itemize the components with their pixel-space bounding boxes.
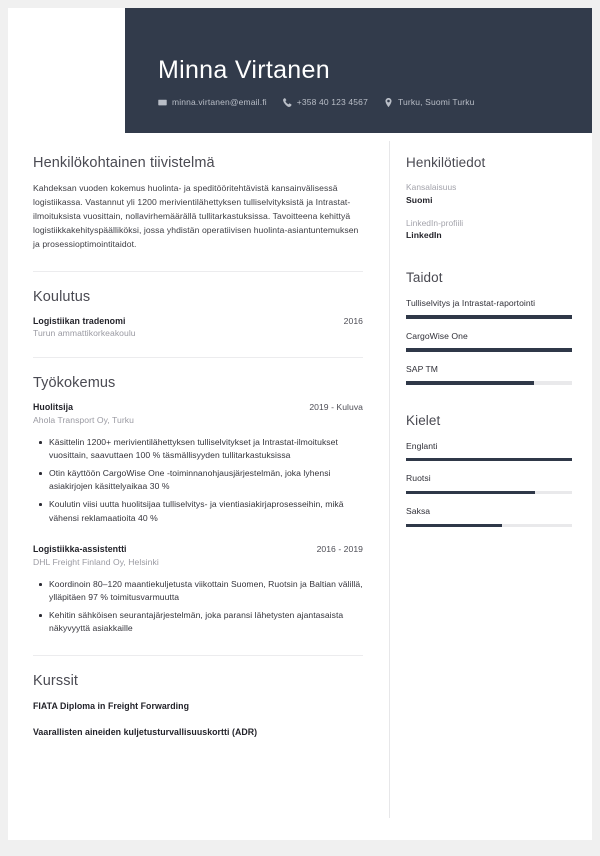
skill-bar-track (406, 315, 572, 318)
experience-job-title: Huolitsija (33, 402, 74, 413)
experience-company: Ahola Transport Oy, Turku (33, 414, 134, 425)
education-date: 2016 (343, 315, 363, 326)
section-courses (33, 673, 363, 739)
list-item: Käsittelin 1200+ merivientilähettyksen tulliselvitykset ja Intrastat-ilmoitukset vuosittain, saavuttaen 100 % täsmällisyyden tullitarkastuksissa (49, 436, 363, 463)
language-label: Saksa (406, 506, 431, 517)
language-bar-track (406, 524, 572, 527)
contact-row (158, 97, 592, 107)
experience-job-title: Logistiikka-assistentti (33, 544, 127, 555)
contact-phone[interactable] (283, 97, 368, 107)
list-item: Koulutin viisi uutta huolitsijaa tulliselvitys- ja vientiasiakirjaprosesseihin, mikä vähensi reklamaatioita 40 % (49, 498, 363, 525)
language-label: Englanti (406, 440, 438, 451)
skill-item (406, 297, 572, 319)
language-item (406, 440, 572, 462)
contact-phone-text: +358 40 123 4567 (296, 97, 368, 107)
language-label: Ruotsi (406, 473, 431, 484)
personal-info-label: LinkedIn-profiili (406, 217, 464, 228)
linkedin-link[interactable]: LinkedIn (406, 230, 442, 240)
skill-item (406, 363, 572, 385)
contact-email-text: minna.virtanen@email.fi (172, 97, 267, 107)
list-item: Koordinoin 80–120 maantiekuljetusta viikottain Suomen, Ruotsin ja Baltian välillä, ylläpitäen 97 % toimitusvarmuutta (49, 578, 363, 605)
experience-company: DHL Freight Finland Oy, Helsinki (33, 556, 159, 567)
language-bar-track (406, 491, 572, 494)
section-personal-info (406, 155, 572, 240)
education-degree: Logistiikan tradenomi (33, 315, 126, 326)
course-item: Vaarallisten aineiden kuljetusturvallisuuskortti (ADR) (33, 726, 258, 737)
resume-body (8, 133, 592, 840)
section-languages (406, 413, 572, 528)
contact-email[interactable] (158, 97, 267, 107)
education-school: Turun ammattikorkeakoulu (33, 328, 136, 339)
location-pin-icon (384, 98, 393, 107)
experience-entry (33, 544, 363, 636)
experience-spacer (33, 529, 363, 544)
skill-bar-track (406, 381, 572, 384)
sidebar-spacer (406, 253, 572, 270)
skill-item (406, 330, 572, 352)
skills-heading: Taidot (406, 270, 443, 285)
experience-entry-head (33, 544, 363, 554)
language-item (406, 472, 572, 494)
sidebar-spacer (406, 396, 572, 413)
personal-info-heading: Henkilötiedot (406, 155, 486, 170)
personal-info-label: Kansalaisuus (406, 182, 457, 192)
skill-bar-fill (406, 381, 534, 384)
course-item: FIATA Diploma in Freight Forwarding (33, 700, 190, 711)
contact-location-text: Turku, Suomi Turku (397, 97, 475, 107)
personal-info-field (406, 182, 572, 205)
list-item: Kehitin sähköisen seurantajärjestelmän, joka paransi lähetysten ajantasaista näkyvyyttä asiakkaille (49, 609, 363, 636)
main-column (8, 133, 389, 840)
section-divider (33, 655, 363, 656)
summary-heading: Henkilökohtainen tiivistelmä (33, 155, 215, 171)
education-entry (33, 316, 363, 339)
section-experience (33, 375, 363, 636)
phone-icon (283, 98, 292, 107)
experience-entry-head (33, 402, 363, 412)
experience-heading: Työkokemus (33, 375, 116, 392)
education-entry-head (33, 316, 363, 326)
list-item: Otin käyttöön CargoWise One -toiminnanohjausjärjestelmän, joka lyhensi asiakirjojen käsittelyaikaa 30 % (49, 467, 363, 494)
experience-date: 2016 - 2019 (316, 544, 363, 555)
section-summary (33, 155, 363, 252)
skill-label: Tulliselvitys ja Intrastat-raportointi (406, 298, 536, 308)
skill-bar-fill (406, 348, 572, 351)
experience-bullets (33, 436, 363, 525)
section-education (33, 289, 363, 339)
envelope-icon (158, 98, 167, 107)
language-bar-track (406, 458, 572, 461)
experience-entry (33, 402, 363, 525)
page-title: Minna Virtanen (158, 56, 330, 84)
experience-date: 2019 - Kuluva (309, 402, 363, 413)
skill-label: CargoWise One (406, 330, 468, 341)
resume-header (125, 8, 592, 133)
skill-bar-track (406, 348, 572, 351)
language-bar-fill (406, 524, 502, 527)
sidebar-column (390, 133, 592, 840)
language-bar-fill (406, 458, 572, 461)
personal-info-field (406, 218, 572, 241)
courses-heading: Kurssit (33, 672, 79, 689)
languages-heading: Kielet (406, 412, 441, 428)
summary-text: Kahdeksan vuoden kokemus huolinta- ja speditööritehtävistä kansainvälisessä logistiikassa. Vastannut yli 1200 merivientilähettyksen tulliselvityksistä ja Intrastat-ilmoituksista vuosittain, nollavirhemäärällä tullitarkastuksissa. Tavoitteena kehittyä logistiikkakehityspäälliköksi, jossa yhdistän operatiivisen huolinta-asiantuntemuksen ja prosessioptimointitaidot. (33, 183, 359, 249)
section-divider (33, 357, 363, 358)
personal-info-value: Suomi (406, 194, 433, 205)
section-skills (406, 270, 572, 385)
experience-bullets (33, 578, 363, 636)
language-bar-fill (406, 491, 535, 494)
resume-document (8, 8, 592, 840)
section-divider (33, 271, 363, 272)
education-heading: Koulutus (33, 288, 91, 305)
skill-bar-fill (406, 315, 572, 318)
contact-location[interactable] (384, 97, 475, 107)
skill-label: SAP TM (406, 363, 438, 374)
language-item (406, 505, 572, 527)
